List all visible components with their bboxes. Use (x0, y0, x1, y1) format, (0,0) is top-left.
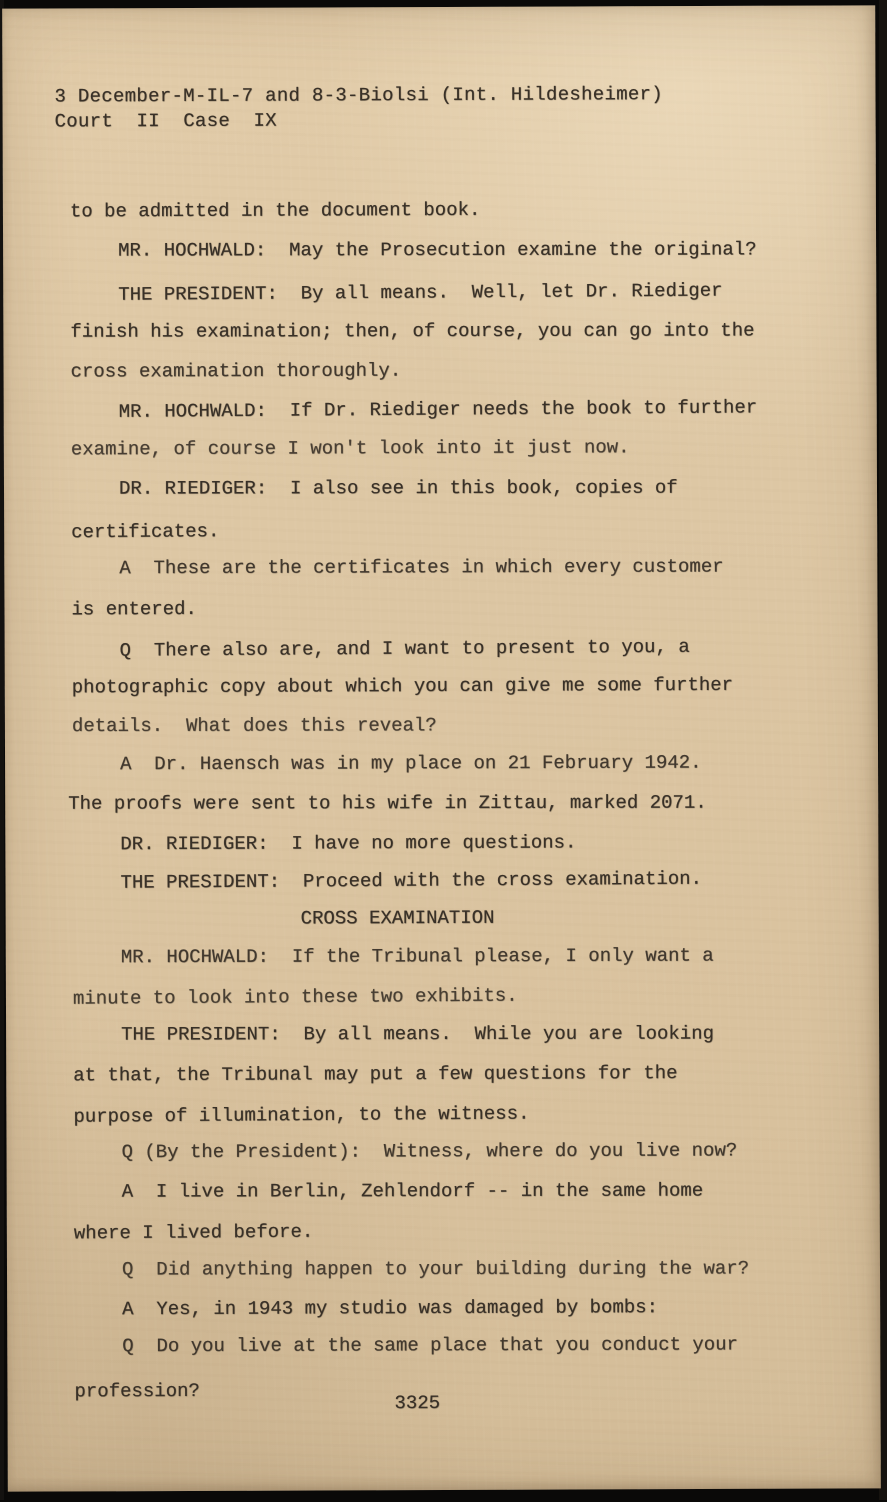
transcript-line: A I live in Berlin, Zehlendorf -- in the same home (121, 1179, 704, 1203)
transcript-line: DR. RIEDIGER: I have no more questions. (120, 831, 577, 856)
transcript-line: A Dr. Haensch was in my place on 21 February 1942. (120, 751, 702, 776)
transcript-line: details. What does this reveal? (71, 714, 437, 738)
transcript-line: THE PRESIDENT: By all means. Well, let Dr. Riediger (118, 279, 723, 306)
transcript-line: finish his examination; then, of course, you can go into the (70, 319, 755, 343)
transcript-line: MR. HOCHWALD: If the Tribunal please, I only want a (120, 944, 714, 969)
transcript-line: CROSS EXAMINATION (300, 906, 495, 930)
transcript-line: The proofs were sent to his wife in Zittau, marked 2071. (68, 791, 707, 815)
transcript-line: MR. HOCHWALD: May the Prosecution examine the original? (118, 238, 757, 262)
transcript-line: cross examination thoroughly. (70, 359, 402, 383)
transcript-line: Q (By the President): Witness, where do you live now? (121, 1139, 738, 1164)
transcript-line: THE PRESIDENT: By all means. While you are looking (121, 1022, 715, 1046)
transcript-line: A Yes, in 1943 my studio was damaged by bombs: (122, 1296, 659, 1321)
transcript-line: A These are the certificates in which every customer (119, 555, 724, 580)
transcript-line: Q There also are, and I want to present to you, a (119, 635, 690, 662)
transcript-line: Q Did anything happen to your building during the war? (121, 1257, 750, 1281)
transcript-line: certificates. (71, 520, 220, 544)
transcript-line: where I lived before. (73, 1220, 314, 1245)
header-line-2: Court II Case IX (54, 109, 277, 133)
header-line-1: 3 December-M-IL-7 and 8-3-Biolsi (Int. Hildesheimer) (54, 83, 664, 108)
transcript-line: examine, of course I won't look into it just now. (70, 436, 630, 461)
transcript-line: to be admitted in the document book. (69, 198, 481, 223)
transcript-line: minute to look into these two exhibits. (72, 984, 518, 1010)
document-paper (2, 5, 881, 1491)
transcript-line: at that, the Tribunal may put a few questions for the (73, 1062, 678, 1087)
transcript-line: THE PRESIDENT: Proceed with the cross examination. (120, 867, 703, 894)
page-number: 3325 (394, 1392, 441, 1415)
transcript-line: profession? (74, 1379, 200, 1403)
transcript-line: MR. HOCHWALD: If Dr. Riediger needs the book to further (118, 396, 758, 423)
transcript-line: photographic copy about which you can give me some further (71, 673, 734, 699)
transcript-line: DR. RIEDIGER: I also see in this book, copies of (118, 476, 678, 500)
transcript-line: is entered. (71, 597, 197, 621)
transcript-line: purpose of illumination, to the witness. (73, 1102, 530, 1128)
transcript-line: Q Do you live at the same place that you conduct your (122, 1333, 739, 1358)
